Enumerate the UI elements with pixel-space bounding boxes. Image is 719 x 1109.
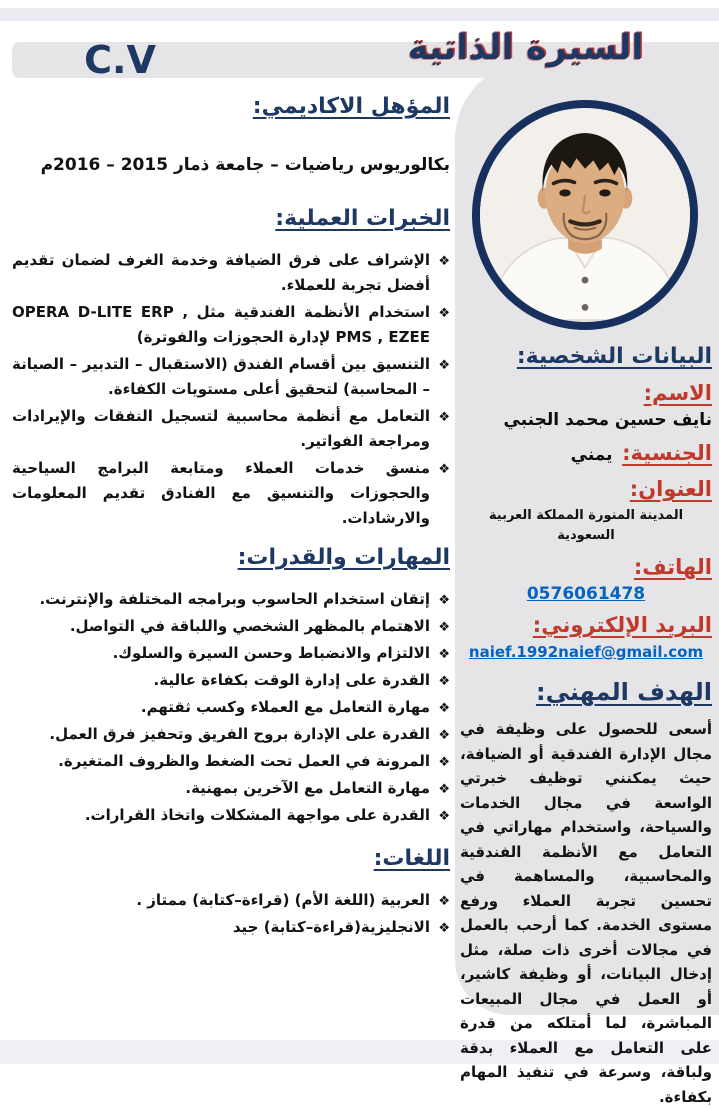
nationality-field — [460, 438, 712, 468]
section-heading-objective: الهدف المهني: — [535, 678, 712, 706]
skill-item-text: إتقان استخدام الحاسوب وبرامجه المختلفة والإنترنت. — [39, 590, 430, 608]
skill-item-text: الالتزام والانضباط وحسن السيرة والسلوك. — [112, 644, 430, 662]
diamond-bullet-icon: ❖ — [438, 701, 450, 716]
phone-field — [460, 552, 712, 604]
skill-item-text: الاهتمام بالمظهر الشخصي واللباقة في التواصل. — [69, 617, 430, 635]
email-link[interactable]: naief.1992naief@gmail.com — [468, 643, 704, 661]
diamond-bullet-icon: ❖ — [438, 254, 450, 269]
phone-label: الهاتف: — [633, 555, 712, 579]
diamond-bullet-icon: ❖ — [438, 674, 450, 689]
experience-list — [12, 248, 450, 531]
diamond-bullet-icon: ❖ — [438, 306, 450, 321]
experience-item — [12, 456, 450, 531]
skill-item — [12, 722, 450, 747]
nationality-label: الجنسية: — [622, 441, 712, 465]
page-title: السيرة الذاتية — [407, 28, 644, 68]
experience-item-text: التعامل مع أنظمة محاسبية لتسجيل النفقات والإيرادات ومراجعة الفواتير. — [12, 407, 430, 450]
objective-text: أسعى للحصول على وظيفة في مجال الإدارة الفندقية أو الضيافة، حيث يمكنني توظيف خبرتي الواسعة في مجال الخدمات والسياحة، واستخدام مهاراتي في التعامل مع الأنظمة الفندقية والمحاسبية، والمساهمة في تحسين تجربة العملاء ورفع مستوى الخدمة. كما أرحب بالعمل في مجالات أخرى ذات صلة، مثل إدخال البيانات، أو وظيفة كاشير، أو العمل في مجال المبيعات المباشرة، لما أمتلكه من قدرة على التعامل مع العملاء بدقة ولباقة، وسرعة في تنفيذ المهام بكفاءة. — [460, 720, 712, 1106]
language-item-text: العربية (اللغة الأم) (قراءة–كتابة) ممتاز . — [136, 891, 430, 909]
diamond-bullet-icon: ❖ — [438, 728, 450, 743]
section-heading-languages: اللغات: — [373, 846, 450, 871]
section-heading-personal-data: البيانات الشخصية: — [516, 344, 712, 369]
skills-list — [12, 587, 450, 828]
skill-item — [12, 695, 450, 720]
diamond-bullet-icon: ❖ — [438, 462, 450, 477]
experience-item — [12, 300, 450, 350]
diamond-bullet-icon: ❖ — [438, 620, 450, 635]
skill-item — [12, 776, 450, 801]
language-item — [12, 888, 450, 913]
skill-item — [12, 641, 450, 666]
skill-item-text: القدرة على مواجهة المشكلات واتخاذ القرارات. — [84, 806, 430, 824]
language-item — [12, 915, 450, 940]
experience-item-text: التنسيق بين أقسام الفندق (الاستقبال – التدبير – الصيانة – المحاسبة) لتحقيق أعلى مستويات الكفاءة. — [12, 355, 430, 398]
email-label: البريد الإلكتروني: — [532, 613, 712, 637]
main-column — [12, 92, 450, 942]
top-decorative-band — [0, 8, 719, 21]
diamond-bullet-icon: ❖ — [438, 782, 450, 797]
portrait-illustration — [480, 108, 690, 322]
phone-link[interactable]: 0576061478 — [526, 584, 646, 604]
section-heading-academic: المؤهل الاكاديمي: — [252, 94, 450, 119]
name-label: الاسم: — [643, 381, 712, 405]
name-value: نايف حسين محمد الجنبي — [503, 410, 712, 430]
experience-item-text: الإشراف على فرق الضيافة وخدمة الغرف لضمان تقديم أفضل تجربة للعملاء. — [12, 251, 430, 294]
page-title-cv: C.V — [84, 38, 156, 82]
experience-item — [12, 352, 450, 402]
name-field — [460, 378, 712, 432]
skill-item-text: مهارة التعامل مع العملاء وكسب ثقتهم. — [140, 698, 430, 716]
skill-item — [12, 749, 450, 774]
diamond-bullet-icon: ❖ — [438, 410, 450, 425]
address-label: العنوان: — [629, 477, 712, 501]
diamond-bullet-icon: ❖ — [438, 894, 450, 909]
diamond-bullet-icon: ❖ — [438, 647, 450, 662]
personal-data-column — [460, 342, 712, 1109]
nationality-value: يمني — [570, 445, 613, 465]
diamond-bullet-icon: ❖ — [438, 921, 450, 936]
language-item-text: الانجليزية(قراءة–كتابة) جيد — [232, 918, 430, 936]
skill-item-text: القدرة على إدارة الوقت بكفاءة عالية. — [153, 671, 430, 689]
skill-item — [12, 587, 450, 612]
skill-item-text: القدرة على الإدارة بروح الفريق وتحفيز فرق العمل. — [49, 725, 430, 743]
languages-list — [12, 888, 450, 940]
email-field — [460, 610, 712, 661]
address-value: المدينة المنورة المملكة العربية السعودية — [488, 508, 684, 543]
skill-item — [12, 668, 450, 693]
skill-item-text: المرونة في العمل تحت الضغط والظروف المتغيرة. — [58, 752, 430, 770]
section-heading-skills: المهارات والقدرات: — [237, 545, 450, 570]
address-field — [460, 474, 712, 546]
experience-item — [12, 404, 450, 454]
experience-item-text: منسق خدمات العملاء ومتابعة البرامج السياحية والحجوزات والتنسيق مع الفنادق تقديم المعلومات والارشادات. — [12, 459, 430, 527]
experience-item-text: استخدام الأنظمة الفندقية مثل OPERA D-LITE ERP , PMS , EZEE لإدارة الحجوزات والفوترة) — [12, 303, 430, 346]
academic-degree-text: بكالوريوس رياضيات – جامعة ذمار 2015 – 2016م — [40, 155, 450, 175]
skill-item-text: مهارة التعامل مع الآخرين بمهنية. — [185, 779, 430, 797]
skill-item — [12, 614, 450, 639]
diamond-bullet-icon: ❖ — [438, 755, 450, 770]
diamond-bullet-icon: ❖ — [438, 593, 450, 608]
diamond-bullet-icon: ❖ — [438, 358, 450, 373]
section-heading-experience: الخبرات العملية: — [275, 206, 450, 231]
diamond-bullet-icon: ❖ — [438, 809, 450, 824]
profile-photo — [472, 100, 698, 330]
skill-item — [12, 803, 450, 828]
experience-item — [12, 248, 450, 298]
